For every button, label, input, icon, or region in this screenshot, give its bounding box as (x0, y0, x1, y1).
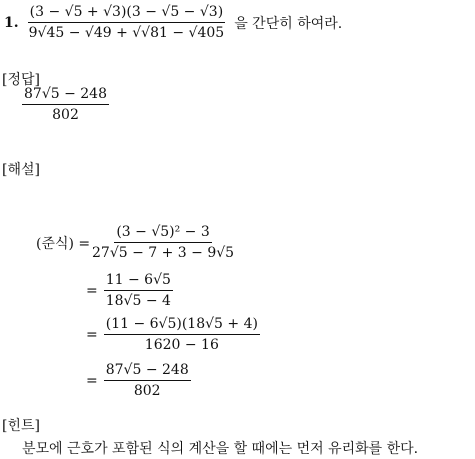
step-row-1 (36, 224, 236, 261)
step-row-4 (86, 362, 191, 399)
step-numerator-3: (11 − 6√5)(18√5 + 4) (104, 316, 260, 335)
answer-fraction (22, 86, 109, 123)
step-fraction-4 (104, 362, 191, 399)
hint-text: 분모에 근호가 포함된 식의 계산을 할 때에는 먼저 유리화를 한다. (22, 441, 419, 457)
step-denominator-4: 802 (133, 383, 161, 399)
equals-sign: = (86, 326, 98, 343)
hint-label: [힌트] (2, 418, 40, 434)
problem-fraction (27, 4, 227, 41)
step-denominator-1: 27√5 − 7 + 3 − 9√5 (92, 245, 235, 261)
step-numerator-4: 87√5 − 248 (104, 362, 191, 381)
equals-sign: = (86, 282, 98, 299)
explanation-lhs: (준식) = (36, 235, 91, 252)
step-fraction-2 (104, 272, 173, 309)
problem-numerator: (3 − √5 + √3)(3 − √5 − √3) (28, 4, 226, 23)
problem-denominator: 9√45 − √49 + √√81 − √405 (28, 25, 225, 41)
equals-sign: = (86, 372, 98, 389)
step-denominator-3: 1620 − 16 (144, 337, 219, 353)
step-row-3 (86, 316, 260, 353)
answer-label: [정답] (2, 72, 40, 88)
step-numerator-2: 11 − 6√5 (104, 272, 173, 291)
step-fraction-3 (104, 316, 260, 353)
problem-number: 1. (4, 14, 19, 31)
problem-instruction: 을 간단히 하여라. (234, 15, 343, 32)
answer-denominator: 802 (52, 107, 79, 123)
step-fraction-1 (90, 224, 236, 261)
problem-row (4, 4, 342, 41)
explanation-label: [해설] (2, 162, 40, 178)
step-numerator-1: (3 − √5)² − 3 (114, 224, 211, 243)
step-denominator-2: 18√5 − 4 (105, 293, 171, 309)
step-row-2 (86, 272, 173, 309)
answer-numerator: 87√5 − 248 (22, 86, 109, 105)
answer-block (22, 86, 109, 123)
